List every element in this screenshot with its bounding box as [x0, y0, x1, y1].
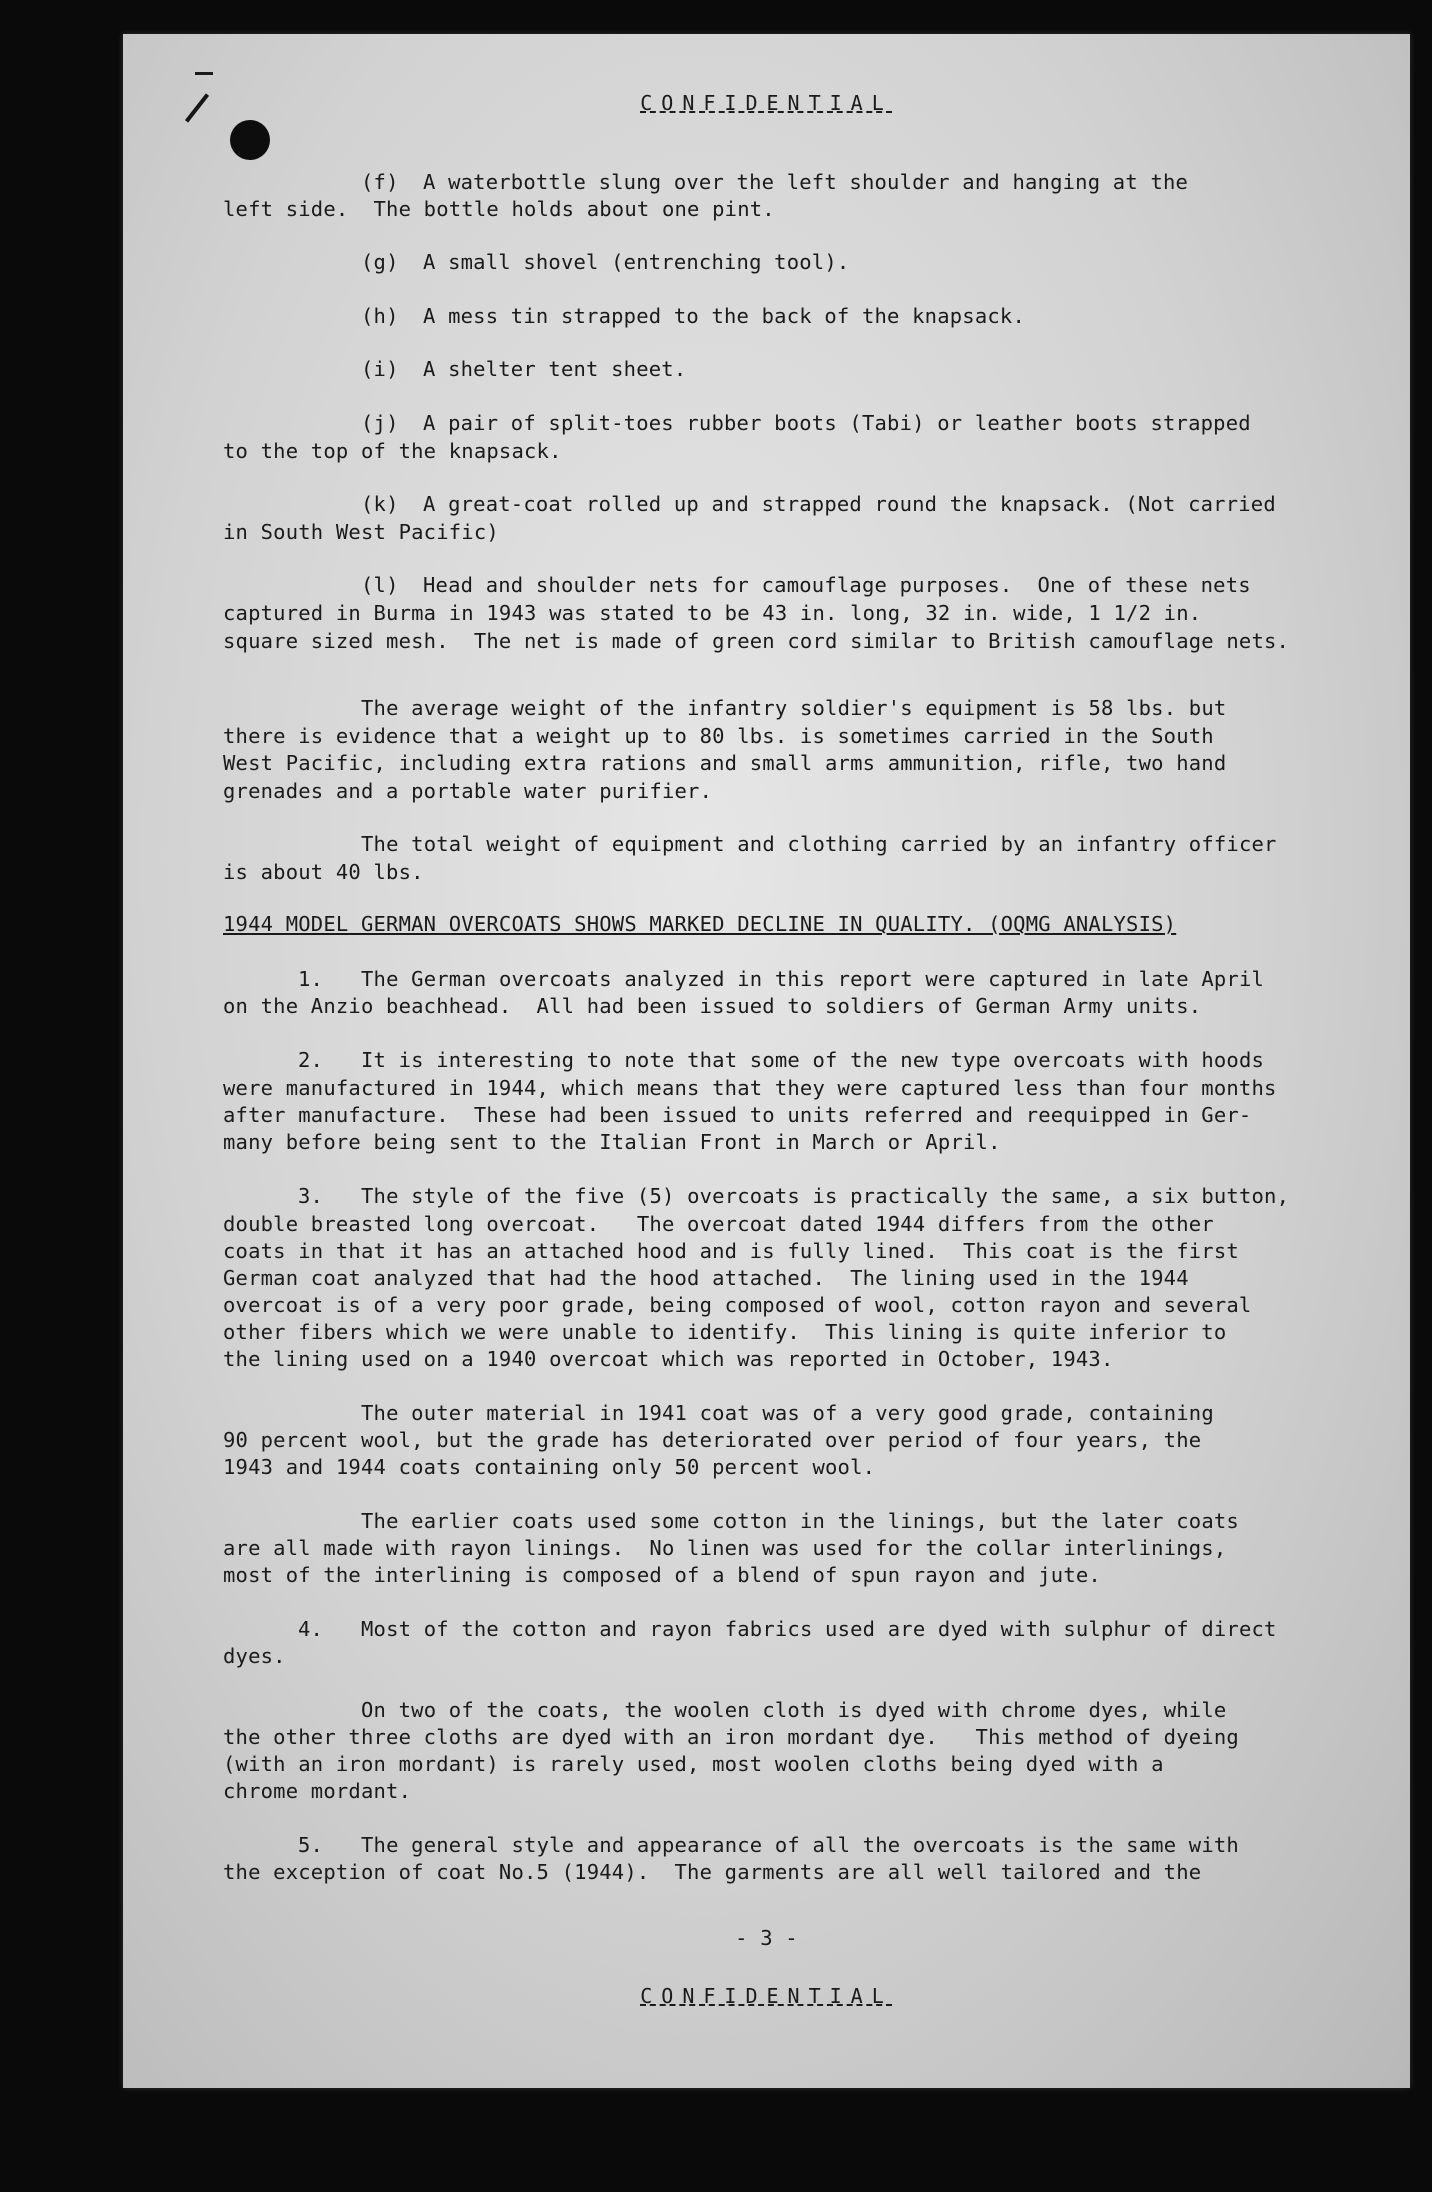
item-text: A pair of split-toes rubber boots (Tabi) or leather boots strapped — [423, 411, 1251, 435]
document-page — [123, 34, 1410, 2088]
item-label: (l) — [361, 573, 399, 597]
page-number: - 3 - — [735, 1926, 798, 1950]
paragraph-number: 1. — [298, 967, 324, 991]
item-text: to the top of the knapsack. — [223, 439, 562, 463]
item-label: (j) — [361, 411, 399, 435]
item-label: (g) — [361, 250, 399, 274]
paragraph-line: 1943 and 1944 coats containing only 50 percent wool. — [223, 1455, 876, 1479]
paragraph-line: the other three cloths are dyed with an iron mordant dye. This method of dyeing — [223, 1725, 1239, 1749]
paragraph-line: German coat analyzed that had the hood attached. The lining used in the 1944 — [223, 1266, 1189, 1290]
paragraph-line: overcoat is of a very poor grade, being composed of wool, cotton rayon and several — [223, 1293, 1252, 1317]
item-text: A mess tin strapped to the back of the knapsack. — [423, 304, 1026, 328]
paragraph-line: The earlier coats used some cotton in the linings, but the later coats — [361, 1509, 1239, 1533]
item-label: (i) — [361, 357, 399, 381]
paragraph-line: are all made with rayon linings. No linen was used for the collar interlinings, — [223, 1536, 1227, 1560]
paragraph-line: dyes. — [223, 1644, 286, 1668]
paragraph-line: The general style and appearance of all the overcoats is the same with — [361, 1833, 1239, 1857]
paragraph-line: On two of the coats, the woolen cloth is dyed with chrome dyes, while — [361, 1698, 1227, 1722]
paragraph-line: most of the interlining is composed of a blend of spun rayon and jute. — [223, 1563, 1101, 1587]
paragraph-line: West Pacific, including extra rations and small arms ammunition, rifle, two hand — [223, 751, 1227, 775]
paragraph-line: other fibers which we were unable to identify. This lining is quite inferior to — [223, 1320, 1227, 1344]
paragraph-line: Most of the cotton and rayon fabrics used are dyed with sulphur of direct — [361, 1617, 1277, 1641]
header-classification: CONFIDENTIAL — [640, 91, 893, 115]
paragraph-line: chrome mordant. — [223, 1779, 412, 1803]
section-heading: 1944 MODEL GERMAN OVERCOATS SHOWS MARKED DECLINE IN QUALITY. (OQMG ANALYSIS) — [223, 912, 1177, 936]
paragraph-line: The total weight of equipment and clothing carried by an infantry officer — [361, 832, 1277, 856]
page-mark — [195, 72, 213, 75]
item-text: square sized mesh. The net is made of green cord similar to British camouflage nets. — [223, 629, 1290, 653]
item-text: A shelter tent sheet. — [423, 357, 687, 381]
paragraph-line: The style of the five (5) overcoats is practically the same, a six button, — [361, 1184, 1290, 1208]
paragraph-line: (with an iron mordant) is rarely used, most woolen cloths being dyed with a — [223, 1752, 1164, 1776]
item-label: (h) — [361, 304, 399, 328]
paragraph-line: The outer material in 1941 coat was of a very good grade, containing — [361, 1401, 1214, 1425]
footer-classification: CONFIDENTIAL — [640, 1984, 893, 2008]
item-label: (f) — [361, 170, 399, 194]
item-text: Head and shoulder nets for camouflage purposes. One of these nets — [423, 573, 1251, 597]
paragraph-line: after manufacture. These had been issued to units referred and reequipped in Ger- — [223, 1103, 1252, 1127]
paragraph-line: is about 40 lbs. — [223, 860, 424, 884]
paragraph-number: 3. — [298, 1184, 324, 1208]
punch-hole — [230, 120, 270, 160]
item-text: in South West Pacific) — [223, 520, 499, 544]
item-label: (k) — [361, 492, 399, 516]
item-text: captured in Burma in 1943 was stated to be 43 in. long, 32 in. wide, 1 1/2 in. — [223, 601, 1202, 625]
item-text: A great-coat rolled up and strapped round the knapsack. (Not carried — [423, 492, 1276, 516]
paragraph-number: 5. — [298, 1833, 324, 1857]
paragraph-line: on the Anzio beachhead. All had been issued to soldiers of German Army units. — [223, 994, 1202, 1018]
paragraph-number: 2. — [298, 1048, 324, 1072]
paragraph-number: 4. — [298, 1617, 324, 1641]
paragraph-line: It is interesting to note that some of the new type overcoats with hoods — [361, 1048, 1265, 1072]
paragraph-line: were manufactured in 1944, which means that they were captured less than four months — [223, 1076, 1277, 1100]
paragraph-line: many before being sent to the Italian Front in March or April. — [223, 1130, 1001, 1154]
item-text: left side. The bottle holds about one pint. — [223, 197, 775, 221]
paragraph-line: the exception of coat No.5 (1944). The garments are all well tailored and the — [223, 1860, 1202, 1884]
paragraph-line: double breasted long overcoat. The overcoat dated 1944 differs from the other — [223, 1212, 1214, 1236]
paragraph-line: grenades and a portable water purifier. — [223, 779, 713, 803]
item-text: A small shovel (entrenching tool). — [423, 250, 850, 274]
paragraph-line: there is evidence that a weight up to 80 lbs. is sometimes carried in the South — [223, 724, 1214, 748]
paragraph-line: The German overcoats analyzed in this report were captured in late April — [361, 967, 1265, 991]
item-text: A waterbottle slung over the left shoulder and hanging at the — [423, 170, 1189, 194]
paragraph-line: coats in that it has an attached hood and is fully lined. This coat is the first — [223, 1239, 1239, 1263]
paragraph-line: the lining used on a 1940 overcoat which was reported in October, 1943. — [223, 1347, 1114, 1371]
paragraph-line: 90 percent wool, but the grade has deteriorated over period of four years, the — [223, 1428, 1202, 1452]
paragraph-line: The average weight of the infantry soldier's equipment is 58 lbs. but — [361, 696, 1227, 720]
